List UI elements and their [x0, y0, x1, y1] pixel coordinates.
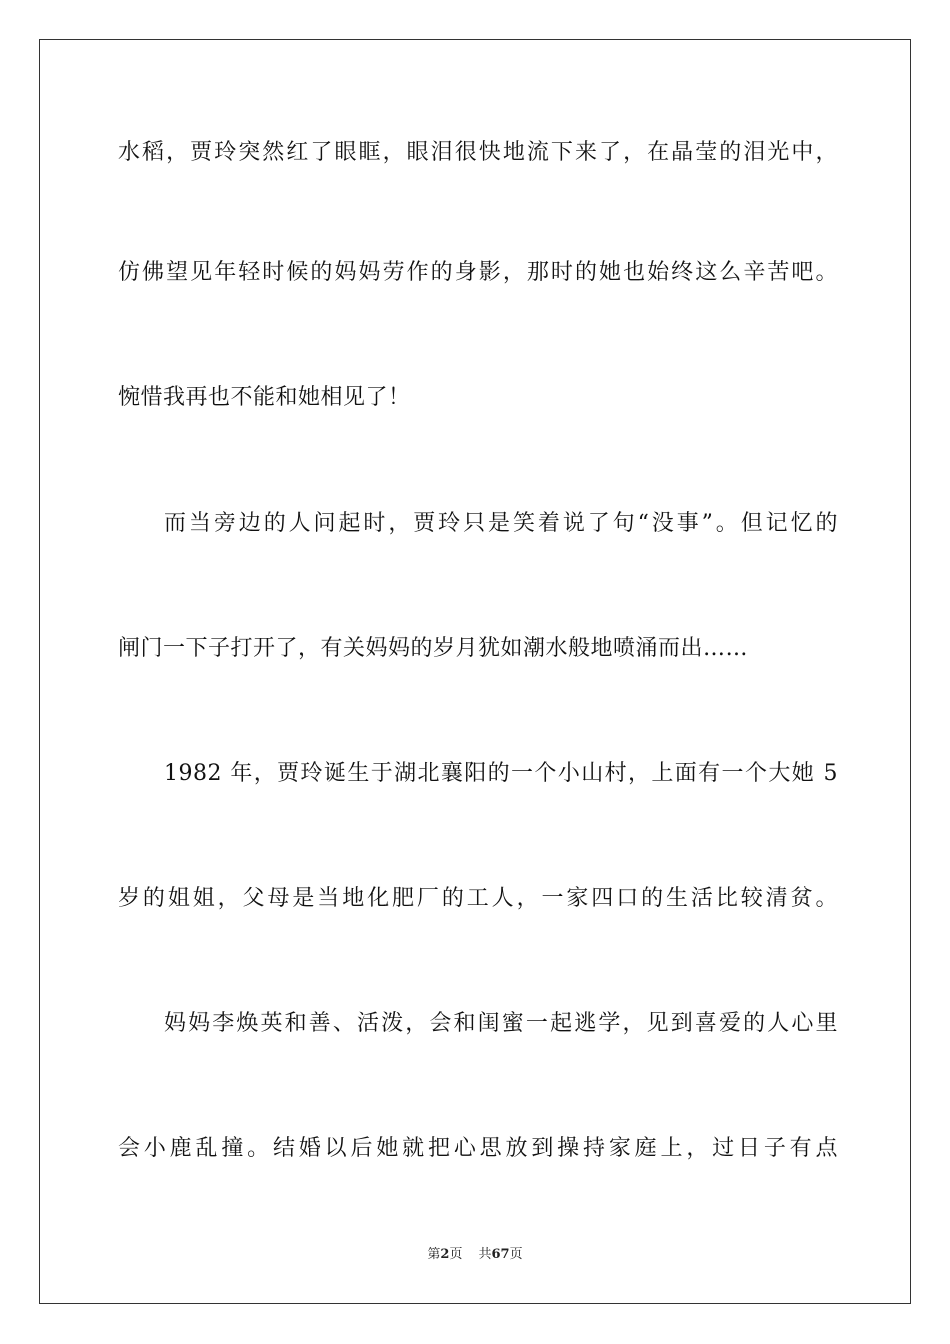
- page-footer: [0, 1246, 950, 1264]
- text-line-2: 仿佛望见年轻时候的妈妈劳作的身影，那时的她也始终这么辛苦吧。: [118, 260, 838, 285]
- text-line-8: 妈妈李焕英和善、活泼，会和闺蜜一起逃学，见到喜爱的人心里: [164, 1011, 838, 1036]
- text-line-6: 1982 年，贾玲诞生于湖北襄阳的一个小山村，上面有一个大她 5: [164, 761, 838, 786]
- text-line-4: 而当旁边的人问起时，贾玲只是笑着说了句“没事”。但记忆的: [164, 511, 838, 536]
- text-line-3: 惋惜我再也不能和她相见了！: [118, 385, 411, 410]
- page-border: [39, 39, 911, 1304]
- text-line-7: 岁的姐姐，父母是当地化肥厂的工人，一家四口的生活比较清贫。: [118, 886, 838, 911]
- total-pages: 67: [491, 1247, 510, 1262]
- page-suffix: 页: [449, 1247, 463, 1262]
- text-line-5: 闸门一下子打开了，有关妈妈的岁月犹如潮水般地喷涌而出……: [118, 636, 749, 661]
- total-prefix: 共: [478, 1247, 492, 1262]
- total-suffix: 页: [509, 1247, 523, 1262]
- page-prefix: 第: [427, 1247, 441, 1262]
- page-number: 2: [440, 1247, 450, 1262]
- text-line-9: 会小鹿乱撞。结婚以后她就把心思放到操持家庭上，过日子有点: [118, 1136, 838, 1161]
- text-line-1: 水稻，贾玲突然红了眼眶，眼泪很快地流下来了，在晶莹的泪光中，: [118, 140, 838, 165]
